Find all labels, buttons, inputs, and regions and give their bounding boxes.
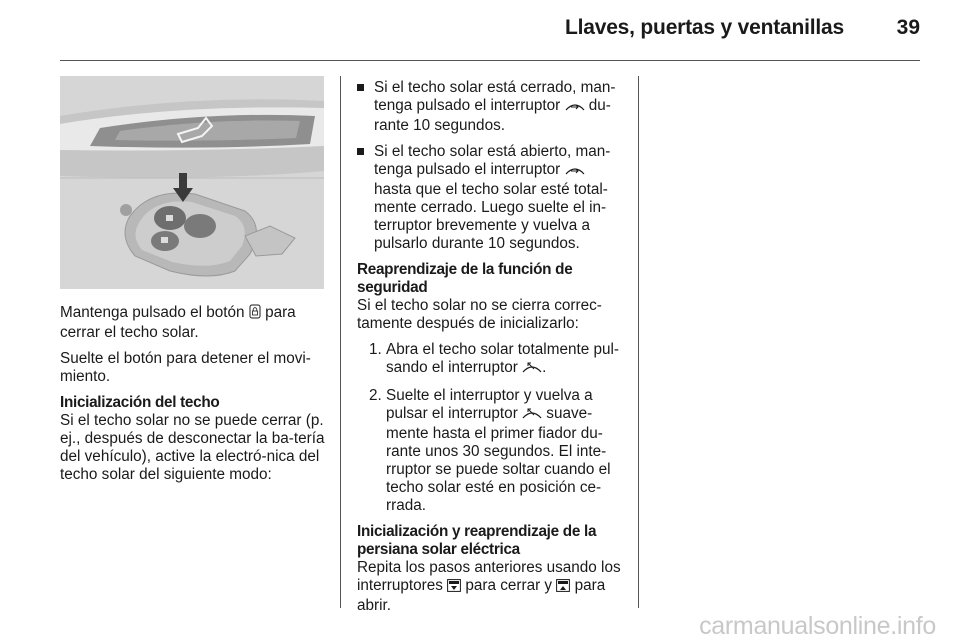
sunblind-close-icon bbox=[447, 579, 461, 597]
sunblind-open-icon bbox=[556, 579, 570, 597]
bullet-item bbox=[357, 143, 623, 253]
text-run: para abrir. bbox=[357, 577, 606, 614]
bullet-mark bbox=[357, 148, 364, 155]
column-divider bbox=[340, 76, 341, 608]
text-run: suave-mente hasta el primer fiador du-rante unos 30 segundos. El inte-rruptor se puede soltar cuando el techo solar esté en posición ce-rrada. bbox=[386, 405, 611, 514]
sunroof-open-icon bbox=[522, 360, 542, 379]
section-sunblind bbox=[357, 523, 623, 615]
section-heading: Reaprendizaje de la función de seguridad bbox=[357, 261, 573, 296]
illustration-svg bbox=[60, 76, 324, 289]
paragraph bbox=[60, 304, 328, 342]
section-heading: Inicialización y reaprendizaje de la persiana solar eléctrica bbox=[357, 523, 597, 558]
text-run: Suelte el interruptor y vuelva a pulsar el interruptor bbox=[386, 387, 593, 422]
step-number: 2. bbox=[369, 387, 382, 404]
sunroof-close-icon bbox=[565, 99, 585, 117]
bullet-item bbox=[357, 79, 623, 135]
paragraph: Si el techo solar no se cierra correc-tamente después de inicializarlo: bbox=[357, 297, 602, 332]
text-run: hasta que el techo solar esté total-mente cerrado. Luego suelte el in-terruptor brevemente y vuelva a pulsarlo durante 10 segundos. bbox=[374, 181, 608, 252]
sunroof-open-icon bbox=[522, 406, 542, 425]
watermark: carmanualsonline.info bbox=[699, 612, 936, 640]
paragraph bbox=[357, 559, 623, 615]
paragraph: Si el techo solar no se puede cerrar (p. ej., después de desconectar la ba-tería del vehículo), active la electró-nica del techo solar del siguiente modo: bbox=[60, 412, 325, 483]
text-run: Si el techo solar está cerrado, man-tenga pulsado el interruptor bbox=[374, 79, 616, 114]
text-run: para cerrar el techo solar. bbox=[60, 304, 296, 341]
text-run: . bbox=[542, 359, 547, 376]
sunroof-key-illustration bbox=[60, 76, 324, 289]
column-right bbox=[357, 79, 623, 623]
text-run: Abra el techo solar totalmente pul-sando el interruptor bbox=[386, 341, 619, 376]
text-run: para cerrar y bbox=[465, 577, 553, 594]
sunroof-close-icon bbox=[565, 163, 585, 181]
bullet-mark bbox=[357, 84, 364, 91]
text-run: Repita los pasos anteriores usando los interruptores bbox=[357, 559, 621, 594]
text-run: Si el techo solar está abierto, man-tenga pulsado el interruptor bbox=[374, 143, 611, 178]
header-rule bbox=[60, 60, 920, 61]
column-left bbox=[60, 304, 328, 492]
page-number: 39 bbox=[896, 16, 920, 39]
paragraph: Suelte el botón para detener el movi-miento. bbox=[60, 350, 311, 385]
column-divider bbox=[638, 76, 639, 608]
section-safety-relearn bbox=[357, 261, 623, 515]
numbered-step bbox=[357, 341, 623, 379]
section-heading: Inicialización del techo bbox=[60, 394, 220, 411]
remote-lock-icon bbox=[249, 304, 261, 324]
step-number: 1. bbox=[369, 341, 382, 358]
page-title: Llaves, puertas y ventanillas bbox=[564, 16, 844, 39]
numbered-step bbox=[357, 387, 623, 515]
text-run: Mantenga pulsado el botón bbox=[60, 304, 245, 321]
text-run: du-rante 10 segundos. bbox=[374, 97, 611, 134]
section-initialization bbox=[60, 394, 328, 484]
